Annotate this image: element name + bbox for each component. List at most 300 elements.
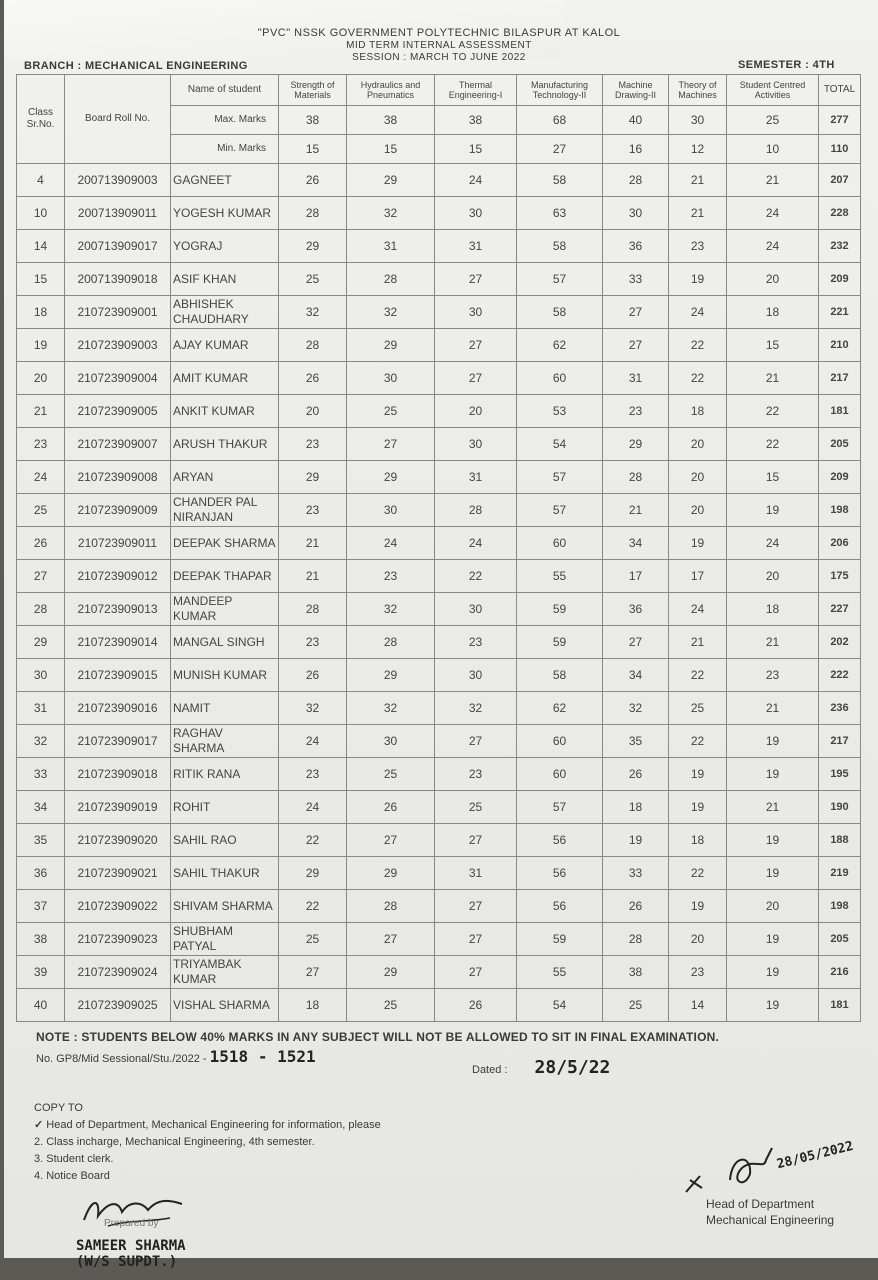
subject-mark-cell: 34 [603,527,669,560]
student-row [17,890,861,923]
subject-mark-cell: 35 [603,725,669,758]
subject-mark-cell: 26 [279,659,347,692]
min-marks-label: Min. Marks [171,135,279,164]
student-row [17,461,861,494]
class-sr-cell: 26 [17,527,65,560]
max-mark-cell: 38 [279,106,347,135]
subject-mark-cell: 32 [347,692,435,725]
subject-mark-cell: 25 [279,923,347,956]
subject-mark-cell: 23 [435,626,517,659]
subject-mark-cell: 54 [517,989,603,1022]
total-mark-cell: 216 [819,956,861,989]
copy-item: 2. Class incharge, Mechanical Engineering, 4th semester. [34,1136,315,1148]
roll-number-cell: 210723909017 [65,725,171,758]
total-mark-cell: 188 [819,824,861,857]
class-sr-cell: 33 [17,758,65,791]
subject-mark-cell: 27 [435,725,517,758]
class-sr-cell: 15 [17,263,65,296]
subject-mark-cell: 23 [727,659,819,692]
subject-mark-cell: 58 [517,230,603,263]
reference-prefix: No. GP8/Mid Sessional/Stu./2022 - [36,1053,207,1065]
min-total-cell: 110 [819,135,861,164]
session-line: SESSION : MARCH TO JUNE 2022 [352,52,526,63]
student-name-cell: DEEPAK THAPAR [171,560,279,593]
prepared-by-signature [78,1190,188,1236]
subject-mark-cell: 27 [279,956,347,989]
subject-mark-cell: 29 [347,956,435,989]
total-mark-cell: 210 [819,329,861,362]
total-mark-cell: 227 [819,593,861,626]
subject-mark-cell: 24 [727,197,819,230]
min-mark-cell: 12 [669,135,727,164]
subject-mark-cell: 20 [669,923,727,956]
class-sr-cell: 18 [17,296,65,329]
roll-number-cell: 210723909003 [65,329,171,362]
total-mark-cell: 217 [819,362,861,395]
subject-mark-cell: 29 [279,461,347,494]
subject-mark-cell: 27 [435,956,517,989]
reference-number [36,1047,316,1066]
subject-header: Theory of Machines [669,75,727,106]
copy-item: ✓ Head of Department, Mechanical Engineering for information, please [34,1119,381,1131]
subject-mark-cell: 26 [279,164,347,197]
subject-mark-cell: 18 [603,791,669,824]
subject-mark-cell: 58 [517,164,603,197]
subject-mark-cell: 22 [669,659,727,692]
subject-mark-cell: 62 [517,329,603,362]
check-mark-icon: ✓ [34,1119,44,1131]
subject-mark-cell: 22 [727,395,819,428]
total-mark-cell: 232 [819,230,861,263]
total-mark-cell: 209 [819,263,861,296]
subject-mark-cell: 25 [435,791,517,824]
roll-number-cell: 210723909007 [65,428,171,461]
subject-mark-cell: 21 [669,164,727,197]
total-mark-cell: 181 [819,395,861,428]
total-mark-cell: 222 [819,659,861,692]
assessment-title: MID TERM INTERNAL ASSESSMENT [346,40,532,51]
student-name-cell: CHANDER PAL NIRANJAN [171,494,279,527]
roll-number-cell: 210723909019 [65,791,171,824]
total-mark-cell: 190 [819,791,861,824]
subject-mark-cell: 20 [727,560,819,593]
student-name-cell: TRIYAMBAK KUMAR [171,956,279,989]
subject-mark-cell: 26 [603,890,669,923]
subject-mark-cell: 25 [279,263,347,296]
subject-mark-cell: 32 [435,692,517,725]
subject-mark-cell: 21 [279,560,347,593]
subject-mark-cell: 24 [669,593,727,626]
min-mark-cell: 15 [435,135,517,164]
student-name-cell: YOGRAJ [171,230,279,263]
subject-mark-cell: 23 [279,758,347,791]
prepared-by-name: SAMEER SHARMA (W/S SUPDT.) [76,1238,186,1270]
roll-number-cell: 210723909024 [65,956,171,989]
student-name-cell: NAMIT [171,692,279,725]
subject-mark-cell: 21 [727,164,819,197]
student-row [17,593,861,626]
subject-mark-cell: 53 [517,395,603,428]
roll-number-cell: 210723909008 [65,461,171,494]
student-row [17,857,861,890]
roll-number-cell: 210723909016 [65,692,171,725]
roll-number-cell: 200713909011 [65,197,171,230]
total-mark-cell: 236 [819,692,861,725]
subject-header: Manufacturing Technology-II [517,75,603,106]
dated-label: Dated : [472,1064,508,1076]
subject-mark-cell: 28 [347,263,435,296]
student-name-cell: AMIT KUMAR [171,362,279,395]
class-sr-cell: 39 [17,956,65,989]
roll-number-cell: 210723909023 [65,923,171,956]
subject-mark-cell: 27 [347,824,435,857]
subject-mark-cell: 27 [435,890,517,923]
total-mark-cell: 202 [819,626,861,659]
subject-mark-cell: 24 [727,230,819,263]
roll-number-cell: 210723909021 [65,857,171,890]
subject-mark-cell: 20 [669,494,727,527]
total-mark-cell: 205 [819,923,861,956]
student-name-cell: RAGHAV SHARMA [171,725,279,758]
semester-label: SEMESTER : 4TH [738,59,835,71]
subject-mark-cell: 27 [603,626,669,659]
subject-mark-cell: 31 [435,461,517,494]
subject-mark-cell: 27 [347,428,435,461]
student-row [17,989,861,1022]
subject-mark-cell: 27 [347,923,435,956]
student-row [17,692,861,725]
subject-mark-cell: 19 [727,923,819,956]
student-row [17,824,861,857]
subject-mark-cell: 19 [669,890,727,923]
subject-mark-cell: 56 [517,890,603,923]
class-sr-cell: 40 [17,989,65,1022]
roll-number-cell: 210723909025 [65,989,171,1022]
col-roll-header: Board Roll No. [65,75,171,164]
min-mark-cell: 15 [279,135,347,164]
roll-number-cell: 210723909001 [65,296,171,329]
subject-mark-cell: 22 [669,329,727,362]
subject-mark-cell: 60 [517,362,603,395]
student-row [17,956,861,989]
roll-number-cell: 210723909004 [65,362,171,395]
copy-to-heading: COPY TO [34,1102,83,1114]
student-row [17,791,861,824]
subject-mark-cell: 36 [603,230,669,263]
class-sr-cell: 37 [17,890,65,923]
subject-mark-cell: 30 [435,428,517,461]
class-sr-cell: 28 [17,593,65,626]
subject-mark-cell: 57 [517,263,603,296]
class-sr-cell: 4 [17,164,65,197]
subject-mark-cell: 20 [669,428,727,461]
subject-mark-cell: 15 [727,461,819,494]
subject-mark-cell: 18 [669,824,727,857]
subject-mark-cell: 38 [603,956,669,989]
min-mark-cell: 10 [727,135,819,164]
subject-mark-cell: 21 [279,527,347,560]
subject-mark-cell: 28 [347,890,435,923]
subject-mark-cell: 23 [603,395,669,428]
subject-mark-cell: 22 [279,824,347,857]
col-class-header: Class Sr.No. [17,75,65,164]
subject-mark-cell: 32 [347,593,435,626]
subject-header: Strength of Materials [279,75,347,106]
subject-mark-cell: 31 [435,857,517,890]
class-sr-cell: 10 [17,197,65,230]
class-sr-cell: 25 [17,494,65,527]
subject-mark-cell: 60 [517,725,603,758]
total-mark-cell: 198 [819,890,861,923]
student-name-cell: GAGNEET [171,164,279,197]
subject-mark-cell: 23 [435,758,517,791]
subject-mark-cell: 24 [279,791,347,824]
subject-mark-cell: 59 [517,593,603,626]
subject-mark-cell: 26 [603,758,669,791]
student-name-cell: ARUSH THAKUR [171,428,279,461]
subject-mark-cell: 55 [517,956,603,989]
subject-mark-cell: 31 [435,230,517,263]
subject-mark-cell: 60 [517,527,603,560]
roll-number-cell: 210723909012 [65,560,171,593]
student-row [17,923,861,956]
roll-number-cell: 210723909022 [65,890,171,923]
student-name-cell: SAHIL THAKUR [171,857,279,890]
subject-mark-cell: 22 [279,890,347,923]
total-mark-cell: 207 [819,164,861,197]
min-mark-cell: 15 [347,135,435,164]
dated-line [472,1057,610,1078]
max-marks-label: Max. Marks [171,106,279,135]
subject-mark-cell: 25 [669,692,727,725]
subject-mark-cell: 28 [603,461,669,494]
subject-mark-cell: 32 [279,296,347,329]
student-name-cell: ARYAN [171,461,279,494]
subject-mark-cell: 19 [727,494,819,527]
subject-mark-cell: 14 [669,989,727,1022]
eligibility-note: NOTE : STUDENTS BELOW 40% MARKS IN ANY SUBJECT WILL NOT BE ALLOWED TO SIT IN FINAL EXAMINATION. [36,1030,720,1044]
student-name-cell: DEEPAK SHARMA [171,527,279,560]
subject-mark-cell: 24 [279,725,347,758]
subject-mark-cell: 20 [279,395,347,428]
subject-mark-cell: 27 [435,329,517,362]
subject-mark-cell: 21 [727,692,819,725]
subject-mark-cell: 23 [279,428,347,461]
max-total-cell: 277 [819,106,861,135]
subject-mark-cell: 18 [727,296,819,329]
subject-mark-cell: 24 [347,527,435,560]
max-mark-cell: 38 [435,106,517,135]
subject-mark-cell: 62 [517,692,603,725]
subject-mark-cell: 17 [603,560,669,593]
total-mark-cell: 228 [819,197,861,230]
student-row [17,725,861,758]
subject-mark-cell: 54 [517,428,603,461]
subject-mark-cell: 31 [603,362,669,395]
student-row [17,494,861,527]
roll-number-cell: 210723909005 [65,395,171,428]
max-mark-cell: 68 [517,106,603,135]
roll-number-cell: 200713909017 [65,230,171,263]
subject-mark-cell: 28 [279,593,347,626]
subject-mark-cell: 28 [603,923,669,956]
subject-mark-cell: 19 [669,263,727,296]
subject-header: Student Centred Activities [727,75,819,106]
subject-mark-cell: 29 [279,230,347,263]
class-sr-cell: 14 [17,230,65,263]
student-row [17,395,861,428]
total-mark-cell: 221 [819,296,861,329]
total-mark-cell: 205 [819,428,861,461]
student-name-cell: VISHAL SHARMA [171,989,279,1022]
class-sr-cell: 34 [17,791,65,824]
subject-mark-cell: 25 [347,989,435,1022]
student-row [17,329,861,362]
class-sr-cell: 30 [17,659,65,692]
marks-table [16,74,861,1022]
min-mark-cell: 16 [603,135,669,164]
student-row [17,296,861,329]
subject-mark-cell: 20 [435,395,517,428]
subject-mark-cell: 56 [517,824,603,857]
subject-mark-cell: 27 [435,362,517,395]
subject-mark-cell: 20 [669,461,727,494]
student-name-cell: YOGESH KUMAR [171,197,279,230]
roll-number-cell: 200713909018 [65,263,171,296]
subject-mark-cell: 30 [347,362,435,395]
subject-mark-cell: 26 [347,791,435,824]
subject-mark-cell: 27 [435,923,517,956]
subject-mark-cell: 27 [603,296,669,329]
student-name-cell: MUNISH KUMAR [171,659,279,692]
student-name-cell: SHIVAM SHARMA [171,890,279,923]
subject-mark-cell: 63 [517,197,603,230]
subject-mark-cell: 19 [727,758,819,791]
subject-mark-cell: 59 [517,626,603,659]
subject-mark-cell: 22 [727,428,819,461]
subject-mark-cell: 22 [669,857,727,890]
subject-mark-cell: 24 [435,527,517,560]
class-sr-cell: 29 [17,626,65,659]
subject-mark-cell: 30 [347,494,435,527]
subject-mark-cell: 30 [435,659,517,692]
subject-mark-cell: 24 [727,527,819,560]
subject-mark-cell: 19 [669,527,727,560]
subject-mark-cell: 27 [435,263,517,296]
subject-mark-cell: 23 [669,230,727,263]
subject-mark-cell: 18 [727,593,819,626]
institution-name: "PVC" NSSK GOVERNMENT POLYTECHNIC BILASPUR AT KALOL [257,27,621,39]
subject-mark-cell: 29 [347,329,435,362]
reference-numbers-handwritten: 1518 - 1521 [209,1047,316,1066]
subject-mark-cell: 29 [347,164,435,197]
student-row [17,626,861,659]
total-mark-cell: 217 [819,725,861,758]
class-sr-cell: 35 [17,824,65,857]
subject-mark-cell: 22 [435,560,517,593]
subject-mark-cell: 30 [603,197,669,230]
roll-number-cell: 200713909003 [65,164,171,197]
subject-mark-cell: 19 [603,824,669,857]
max-mark-cell: 25 [727,106,819,135]
subject-mark-cell: 33 [603,857,669,890]
student-row [17,428,861,461]
total-mark-cell: 198 [819,494,861,527]
student-name-cell: ASIF KHAN [171,263,279,296]
student-name-cell: ROHIT [171,791,279,824]
col-name-header: Name of student [171,75,279,106]
max-mark-cell: 30 [669,106,727,135]
subject-mark-cell: 26 [435,989,517,1022]
subject-mark-cell: 59 [517,923,603,956]
subject-mark-cell: 28 [435,494,517,527]
student-name-cell: MANDEEP KUMAR [171,593,279,626]
subject-mark-cell: 58 [517,659,603,692]
student-row [17,230,861,263]
student-name-cell: SAHIL RAO [171,824,279,857]
subject-mark-cell: 24 [669,296,727,329]
subject-mark-cell: 21 [669,626,727,659]
col-total-header: TOTAL [819,75,861,106]
roll-number-cell: 210723909011 [65,527,171,560]
subject-mark-cell: 22 [669,362,727,395]
subject-header: Hydraulics and Pneumatics [347,75,435,106]
dated-value-handwritten: 28/5/22 [534,1057,611,1078]
subject-mark-cell: 32 [347,296,435,329]
roll-number-cell: 210723909014 [65,626,171,659]
subject-mark-cell: 23 [279,626,347,659]
class-sr-cell: 32 [17,725,65,758]
subject-mark-cell: 30 [435,197,517,230]
subject-mark-cell: 55 [517,560,603,593]
branch-label: BRANCH : MECHANICAL ENGINEERING [24,60,248,72]
subject-mark-cell: 36 [603,593,669,626]
min-mark-cell: 27 [517,135,603,164]
student-name-cell: ABHISHEK CHAUDHARY [171,296,279,329]
subject-mark-cell: 28 [279,197,347,230]
subject-mark-cell: 56 [517,857,603,890]
subject-mark-cell: 18 [669,395,727,428]
subject-mark-cell: 20 [727,263,819,296]
subject-header: Machine Drawing-II [603,75,669,106]
subject-mark-cell: 29 [279,857,347,890]
student-row [17,164,861,197]
subject-mark-cell: 58 [517,296,603,329]
subject-mark-cell: 25 [347,758,435,791]
subject-mark-cell: 21 [727,791,819,824]
student-name-cell: MANGAL SINGH [171,626,279,659]
subject-mark-cell: 30 [435,593,517,626]
class-sr-cell: 19 [17,329,65,362]
student-row [17,758,861,791]
total-mark-cell: 206 [819,527,861,560]
student-name-cell: SHUBHAM PATYAL [171,923,279,956]
prepared-by-label: Prepared by [104,1218,159,1229]
subject-mark-cell: 15 [727,329,819,362]
subject-mark-cell: 19 [727,725,819,758]
subject-mark-cell: 60 [517,758,603,791]
subject-mark-cell: 29 [347,461,435,494]
total-mark-cell: 181 [819,989,861,1022]
student-name-cell: ANKIT KUMAR [171,395,279,428]
subject-mark-cell: 23 [347,560,435,593]
subject-mark-cell: 26 [279,362,347,395]
subject-mark-cell: 30 [347,725,435,758]
subject-mark-cell: 25 [347,395,435,428]
subject-mark-cell: 18 [279,989,347,1022]
student-name-cell: RITIK RANA [171,758,279,791]
subject-mark-cell: 21 [727,626,819,659]
